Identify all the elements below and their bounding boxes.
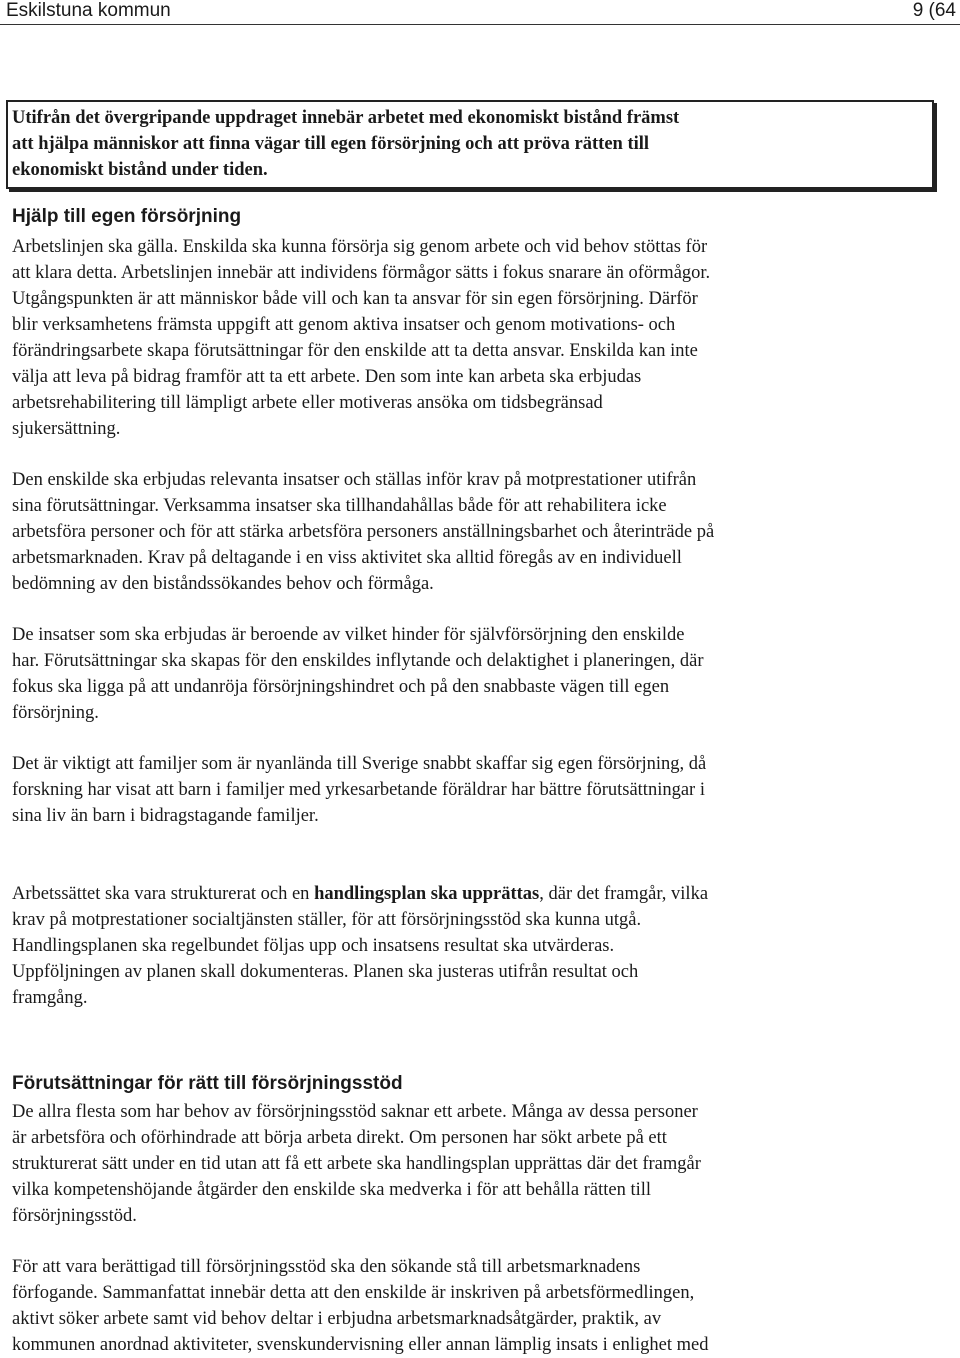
- box-line: ekonomiskt bistånd under tiden.: [12, 160, 268, 180]
- text-line: strukturerat sätt under en tid utan att få ett arbete ska handlingsplan upprättas där det framgår: [12, 1154, 701, 1174]
- text-line: att klara detta. Arbetslinjen innebär att individens förmågor sätts i fokus snarare än oförmågor.: [12, 263, 711, 283]
- text-line: välja att leva på bidrag framför att ta ett arbete. Den som inte kan arbeta ska erbjudas: [12, 367, 642, 387]
- text-line: framgång.: [12, 988, 88, 1008]
- text-line: sjukersättning.: [12, 419, 121, 439]
- text-line: [12, 881, 952, 907]
- text-line: Arbetslinjen ska gälla. Enskilda ska kunna försörja sig genom arbete och vid behov stöttas för: [12, 237, 708, 257]
- page-number: 9 (64: [912, 0, 956, 21]
- text-line: har. Förutsättningar ska skapas för den enskildes inflytande och delaktighet i planeringen, där: [12, 651, 704, 671]
- paragraph: [12, 751, 952, 829]
- box-line: att hjälpa människor att finna vägar till egen försörjning och att pröva rätten till: [12, 134, 650, 154]
- text-line: försörjning.: [12, 703, 99, 723]
- text-line: är arbetsföra och oförhindrade att börja arbeta direkt. Om personen har sökt arbete på ett: [12, 1128, 667, 1148]
- text-line: arbetsföra personer och för att stärka arbetsföra personers anställningsbarhet och återinträde på: [12, 522, 715, 542]
- paragraph: [12, 234, 952, 442]
- text-line: arbetsmarknaden. Krav på deltagande i en viss aktivitet ska alltid föregås av en individuell: [12, 548, 682, 568]
- text-line: Uppföljningen av planen skall dokumenteras. Planen ska justeras utifrån resultat och: [12, 962, 639, 982]
- document-body: [12, 100, 952, 1358]
- paragraph: [12, 1099, 952, 1229]
- text-line: arbetsrehabilitering till lämpligt arbete eller motiveras ansöka om tidsbegränsad: [12, 393, 603, 413]
- text-line: försörjningsstöd.: [12, 1206, 137, 1226]
- paragraph: [12, 622, 952, 726]
- paragraph: [12, 467, 952, 597]
- text-line: De allra flesta som har behov av försörjningsstöd saknar ett arbete. Många av dessa personer: [12, 1102, 698, 1122]
- box-line: Utifrån det övergripande uppdraget innebär arbetet med ekonomiskt bistånd främst: [12, 108, 680, 128]
- section-heading-requirements: Förutsättningar för rätt till försörjningsstöd: [12, 1073, 403, 1094]
- section-heading-help: Hjälp till egen försörjning: [12, 206, 242, 227]
- paragraph: [12, 881, 952, 1011]
- text-line: kommunen anordnad aktiviteter, svenskundervisning eller annan lämplig insats i enlighet med: [12, 1335, 709, 1355]
- text-line: förfogande. Sammanfattat innebär detta att den enskilde är inskriven på arbetsförmedlingen,: [12, 1283, 695, 1303]
- highlight-box: [6, 100, 934, 189]
- text-line: Utgångspunkten är att människor både vill och kan ta ansvar för sin egen försörjning. Därför: [12, 289, 698, 309]
- text-line: aktivt söker arbete samt vid behov deltar i erbjudna arbetsmarknadsåtgärder, praktik, av: [12, 1309, 662, 1329]
- text-line: vilka kompetenshöjande åtgärder den enskilde ska medverka i för att behålla rätten till: [12, 1180, 652, 1200]
- text-line: krav på motprestationer socialtjänsten ställer, för att försörjningsstöd ska kunna utgå.: [12, 910, 642, 930]
- text-line: sina liv än barn i bidragstagande familjer.: [12, 806, 319, 826]
- text-line: De insatser som ska erbjudas är beroende av vilket hinder för självförsörjning den enskilde: [12, 625, 685, 645]
- text-line: Handlingsplanen ska regelbundet följas upp och insatsens resultat ska utvärderas.: [12, 936, 615, 956]
- text-line: blir verksamhetens främsta uppgift att genom aktiva insatser och genom motivations- och: [12, 315, 676, 335]
- text-line: sina förutsättningar. Verksamma insatser ska tillhandahållas både för att rehabilitera icke: [12, 496, 667, 516]
- text-line: bedömning av den biståndssökandes behov och förmåga.: [12, 574, 434, 594]
- emphasis-handlingsplan: handlingsplan ska upprättas: [314, 884, 540, 904]
- paragraph: [12, 1254, 952, 1358]
- text-line: forskning har visat att barn i familjer med yrkesarbetande föräldrar har bättre förutsättningar i: [12, 780, 705, 800]
- text-line: För att vara berättigad till försörjningsstöd ska den sökande stå till arbetsmarknadens: [12, 1257, 641, 1277]
- text-line: fokus ska ligga på att undanröja försörjningshindret och på den snabbaste vägen till egen: [12, 677, 670, 697]
- text-line: Det är viktigt att familjer som är nyanlända till Sverige snabbt skaffar sig egen försörjning, då: [12, 754, 707, 774]
- text-run: , där det framgår, vilka: [539, 884, 709, 904]
- text-run: Arbetssättet ska vara strukturerat och en: [12, 884, 315, 904]
- header-organization: Eskilstuna kommun: [6, 0, 171, 21]
- text-line: förändringsarbete skapa förutsättningar för den enskilde att ta detta ansvar. Enskilda kan inte: [12, 341, 698, 361]
- text-line: Den enskilde ska erbjudas relevanta insatser och ställas inför krav på motprestationer utifrån: [12, 470, 697, 490]
- page-header: [0, 0, 960, 25]
